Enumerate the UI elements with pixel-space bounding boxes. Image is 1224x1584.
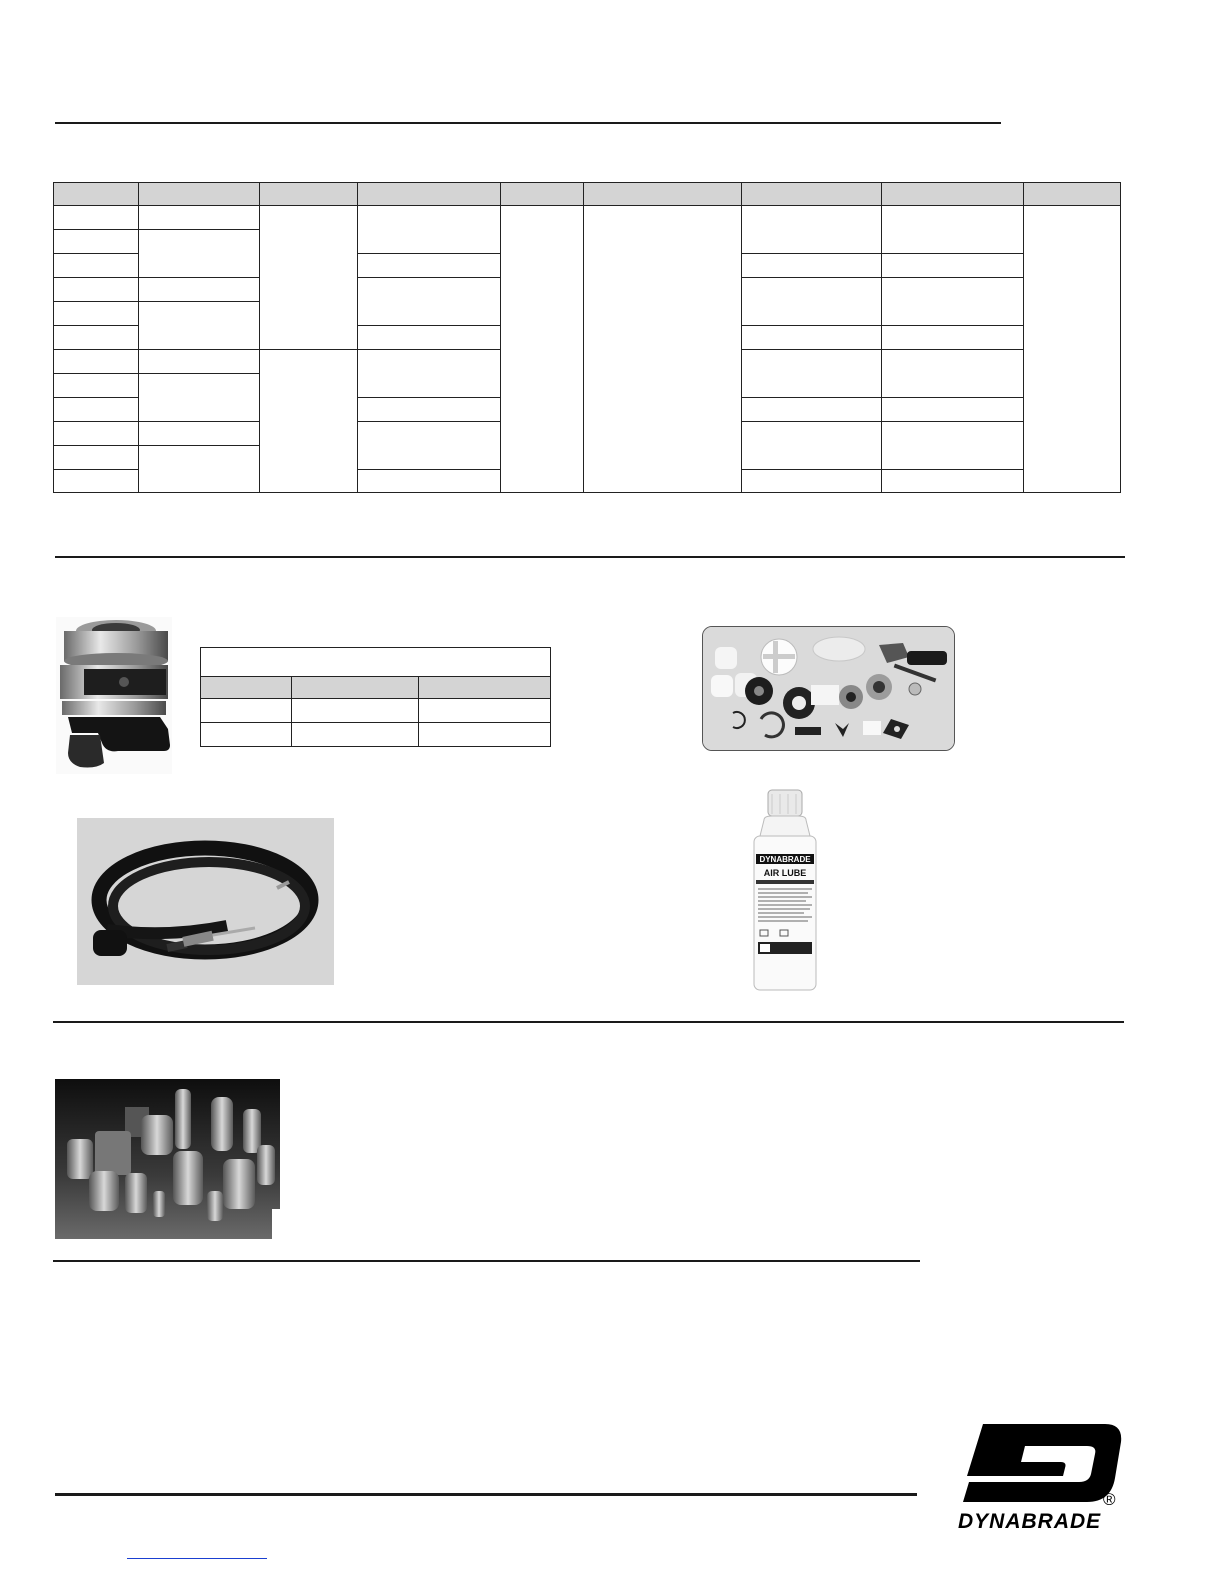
air-lube-photo [750,788,820,995]
header-cell [501,183,584,206]
section-rule-notes [53,1260,920,1262]
air-lube-brand-label: DYNABRADE [759,855,811,864]
section-rule-specifications [55,122,1001,124]
brand-wordmark: DYNABRADE [958,1510,1102,1533]
adapter-photo [56,617,172,774]
adapter-table [200,647,551,747]
header-cell [882,183,1024,206]
air-lube-product-label: AIR LUBE [763,868,807,878]
header-cell [139,183,260,206]
header-cell [358,183,501,206]
dynabrade-d-logo-icon [955,1420,1125,1508]
air-lube-bottle-icon [750,788,820,995]
repair-kit-parts-icon [703,627,954,750]
section-rule-accessories [55,556,1125,558]
table-row [201,699,551,723]
footer-rule [55,1493,917,1496]
hose-photo [77,818,334,985]
specifications-table [53,182,1121,493]
header-cell [742,183,882,206]
header-cell [54,183,139,206]
header-cell [1024,183,1121,206]
header-cell [260,183,358,206]
vacuum-systems-icon [55,1079,280,1239]
tool-base-adapter-icon [56,617,172,774]
adapter-table-header-row [201,677,551,699]
vacuum-hose-assembly-icon [77,818,334,985]
dynabrade-logo [955,1420,1125,1535]
adapter-table-title-row [201,648,551,677]
table-row [201,723,551,747]
table-header-row [54,183,1121,206]
section-rule-vacuum-systems [53,1021,1124,1023]
header-cell [584,183,742,206]
footer-link[interactable] [127,1558,267,1559]
vacuum-systems-photo [55,1079,280,1239]
registered-mark: ® [1103,1490,1116,1509]
table-row [54,206,1121,230]
repair-kit-photo [702,626,955,751]
